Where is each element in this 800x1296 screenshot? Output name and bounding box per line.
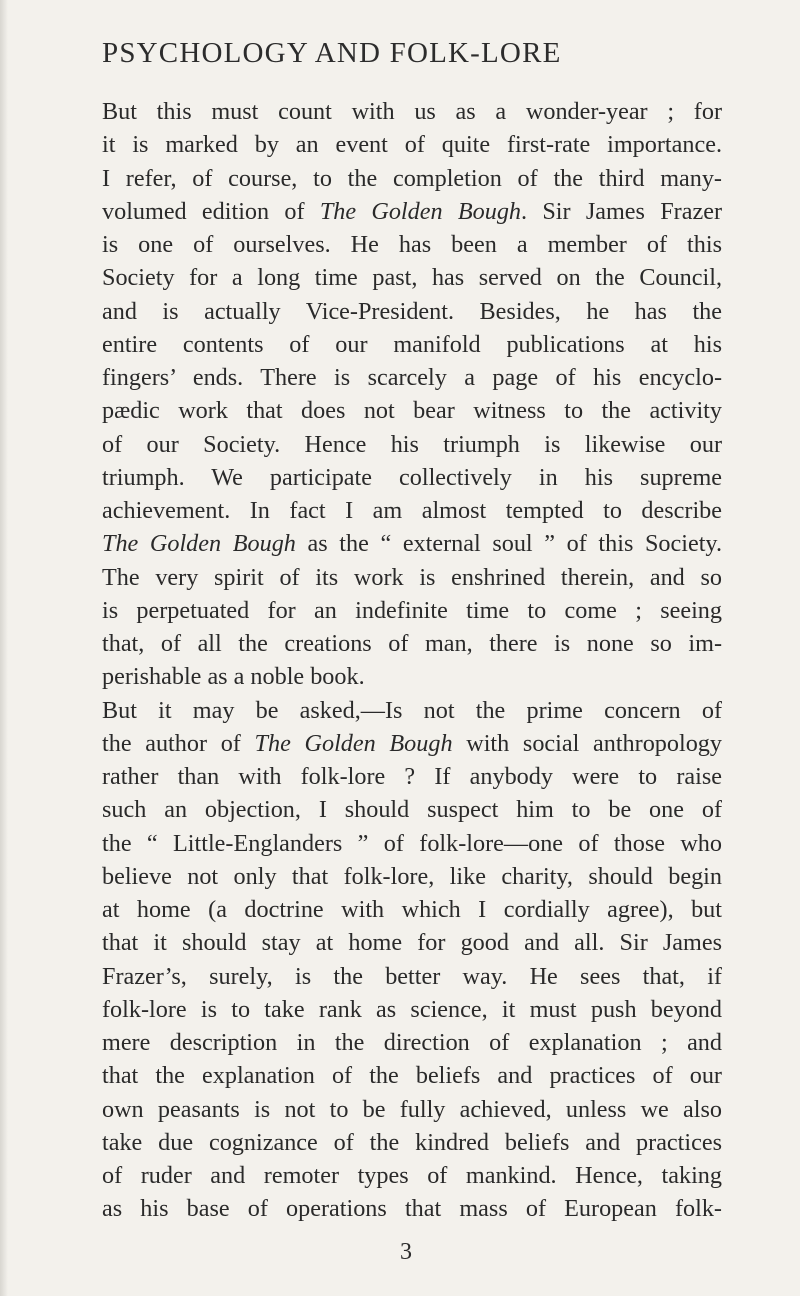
book-title-italic: The Golden Bough (102, 530, 296, 558)
text-line: pædic work that does not bear witness to the activity (102, 397, 722, 425)
text-line: volumed edition of The Golden Bough. Sir James Frazer (102, 197, 722, 225)
text-line: But this must count with us as a wonder-year ; for (102, 98, 722, 125)
text-line: is one of ourselves. He has been a member of this (102, 231, 722, 258)
running-head: PSYCHOLOGY AND FOLK-LORE (102, 37, 562, 69)
text-line: fingers’ ends. There is scarcely a page of his encyclo- (102, 364, 722, 391)
text-line-paragraph-start: But it may be asked,—Is not the prime concern of (102, 696, 722, 724)
page-edge-shadow (0, 0, 8, 1296)
text-line: at home (a doctrine with which I cordially agree), but (102, 896, 722, 923)
text-line: as his base of operations that mass of European folk- (102, 1195, 722, 1223)
text-line: folk-lore is to take rank as science, it must push beyond (102, 995, 722, 1023)
text-line: that it should stay at home for good and all. Sir James (102, 929, 722, 957)
text-line: such an objection, I should suspect him to be one of (102, 796, 722, 824)
text-line: is perpetuated for an indefinite time to come ; seeing (102, 596, 722, 624)
text-line: the “ Little-Englanders ” of folk-lore—one of those who (102, 829, 722, 857)
body-text (102, 95, 722, 1226)
book-title-italic: The Golden Bough (254, 729, 453, 757)
text-line: Frazer’s, surely, is the better way. He sees that, if (102, 962, 722, 990)
text-line: The very spirit of its work is enshrined therein, and so (102, 563, 722, 591)
text-line: entire contents of our manifold publications at his (102, 330, 722, 358)
text-line: achievement. In fact I am almost tempted to describe (102, 497, 722, 524)
text-line: The Golden Bough as the “ external soul ” of this Society. (102, 530, 722, 558)
text-line: Society for a long time past, has served on the Council, (102, 264, 722, 292)
text-line: of our Society. Hence his triumph is likewise our (102, 430, 722, 458)
text-line: that the explanation of the beliefs and practices of our (102, 1062, 722, 1090)
text-line: believe not only that folk-lore, like charity, should begin (102, 862, 722, 890)
text-line: mere description in the direction of explanation ; and (102, 1029, 722, 1056)
text-line: take due cognizance of the kindred beliefs and practices (102, 1128, 722, 1156)
page-number: 3 (400, 1239, 412, 1265)
text-line-paragraph-end: perishable as a noble book. (102, 663, 365, 691)
text-line: the author of The Golden Bough with social anthropology (102, 729, 722, 757)
book-title-italic: The Golden Bough (319, 197, 522, 225)
text-line: it is marked by an event of quite first-rate importance. (102, 131, 722, 159)
text-line: rather than with folk-lore ? If anybody were to raise (102, 763, 722, 790)
text-line: of ruder and remoter types of mankind. Hence, taking (102, 1162, 722, 1189)
text-line: and is actually Vice-President. Besides, he has the (102, 297, 722, 325)
text-line: triumph. We participate collectively in his supreme (102, 463, 722, 491)
text-line: I refer, of course, to the completion of the third many- (102, 164, 722, 192)
text-line: that, of all the creations of man, there is none so im- (102, 630, 722, 657)
text-line: own peasants is not to be fully achieved, unless we also (102, 1095, 722, 1123)
